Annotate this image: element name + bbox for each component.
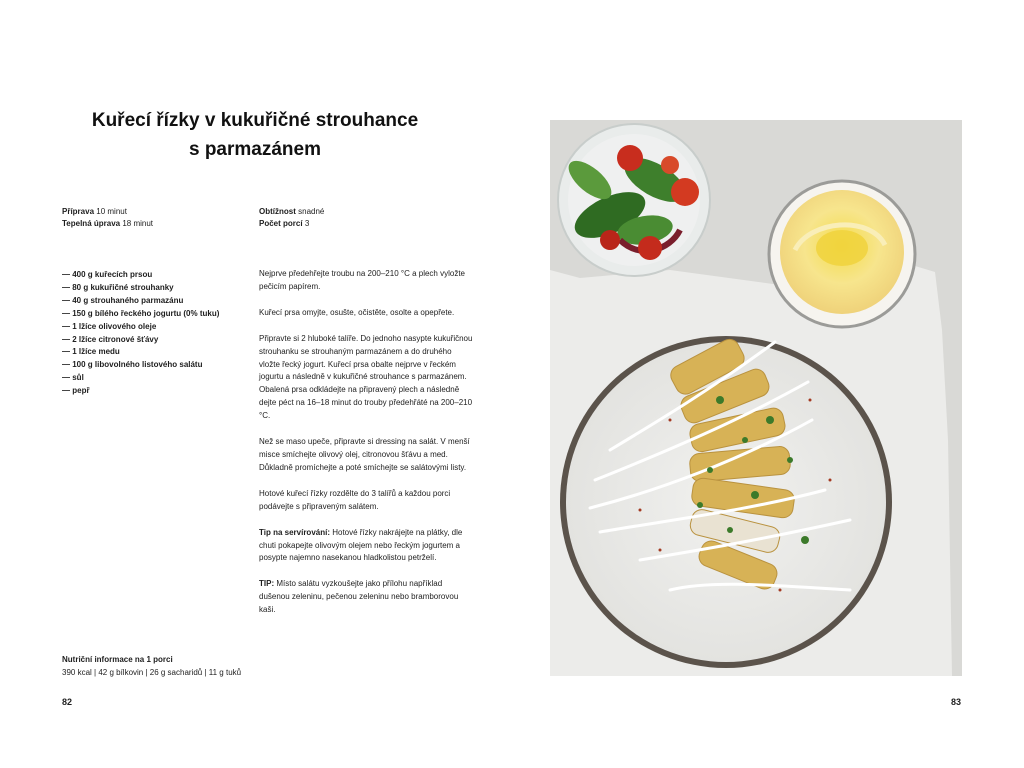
difficulty: Obtížnost snadné xyxy=(259,207,325,216)
title-line-2: s parmazánem xyxy=(188,139,321,160)
meta-time xyxy=(62,206,153,230)
list-item: — 40 g strouhaného parmazánu xyxy=(62,295,219,308)
nutrition-info xyxy=(62,653,241,679)
ingredient-list xyxy=(62,269,219,398)
list-item: — 1 lžíce medu xyxy=(62,346,219,359)
list-item: — 150 g bílého řeckého jogurtu (0% tuku) xyxy=(62,308,219,321)
title-line-1: Kuřecí řízky v kukuřičné strouhance xyxy=(91,110,419,131)
page-number-right: 83 xyxy=(951,697,962,707)
page-number-left: 82 xyxy=(62,697,73,707)
side-dish-tip: TIP: Místo salátu vyzkoušejte jako přílohu například dušenou zeleninu, pečenou zeleninu nebo bramborovou kaši. xyxy=(259,579,459,615)
list-item: — 400 g kuřecích prsou xyxy=(62,269,219,282)
list-item: — 100 g libovolného listového salátu xyxy=(62,359,219,372)
list-item: — 1 lžíce olivového oleje xyxy=(62,321,219,334)
step-paragraph: Než se maso upeče, připravte si dressing na salát. V menší misce smíchejte olivový olej, citronovou šťávu a med. Důkladně promíchejte a poté smíchejte se salátovými listy. xyxy=(259,437,470,472)
meta-info xyxy=(259,206,324,230)
step-paragraph: Nejprve předehřejte troubu na 200–210 °C a plech vyložte pečicím papírem. xyxy=(259,269,465,291)
nutrition-values: 390 kcal | 42 g bílkovin | 26 g sacharidů | 11 g tuků xyxy=(62,668,242,677)
serving-tip: Tip na servírování: Hotové řízky nakrájejte na plátky, dle chuti pokapejte olivovým olejem nebo řeckým jogurtem a posypte najemno nasekanou hladkolistou petrželí. xyxy=(259,527,463,563)
salad-bowl xyxy=(558,124,710,276)
step-paragraph: Hotové kuřecí řízky rozdělte do 3 talířů a každou porci podávejte s připraveným salátem. xyxy=(259,488,451,511)
list-item: — 2 lžíce citronové šťávy xyxy=(62,334,219,347)
instructions xyxy=(259,268,474,630)
nutrition-title: Nutriční informace na 1 porci xyxy=(62,655,173,664)
cook-time: Tepelná úprava 18 minut xyxy=(62,219,154,228)
chicken-plate xyxy=(560,336,892,668)
dish-photo xyxy=(550,120,962,676)
step-paragraph: Připravte si 2 hluboké talíře. Do jednoho nasypte kukuřičnou strouhanku se strouhaným parmazánem a do druhého vložte řecký jogurt. Kuřecí prsa obalte nejprve v řeckém jogurtu a následně v kukuřičné strouhance s parmazánem. Obalená prsa odkládejte na připravený plech a následně dejte péct na 16–18 minut do trouby předehřáté na 200–210 °C. xyxy=(259,333,473,421)
list-item: — sůl xyxy=(62,372,219,385)
prep-time: Příprava 10 minut xyxy=(62,207,127,216)
recipe-title xyxy=(60,106,450,164)
list-item: — pepř xyxy=(62,385,219,398)
servings: Počet porcí 3 xyxy=(259,219,310,228)
step-paragraph: Kuřecí prsa omyjte, osušte, očistěte, osolte a opepřete. xyxy=(259,307,455,317)
mashed-potato-bowl xyxy=(769,181,915,327)
list-item: — 80 g kukuřičné strouhanky xyxy=(62,282,219,295)
